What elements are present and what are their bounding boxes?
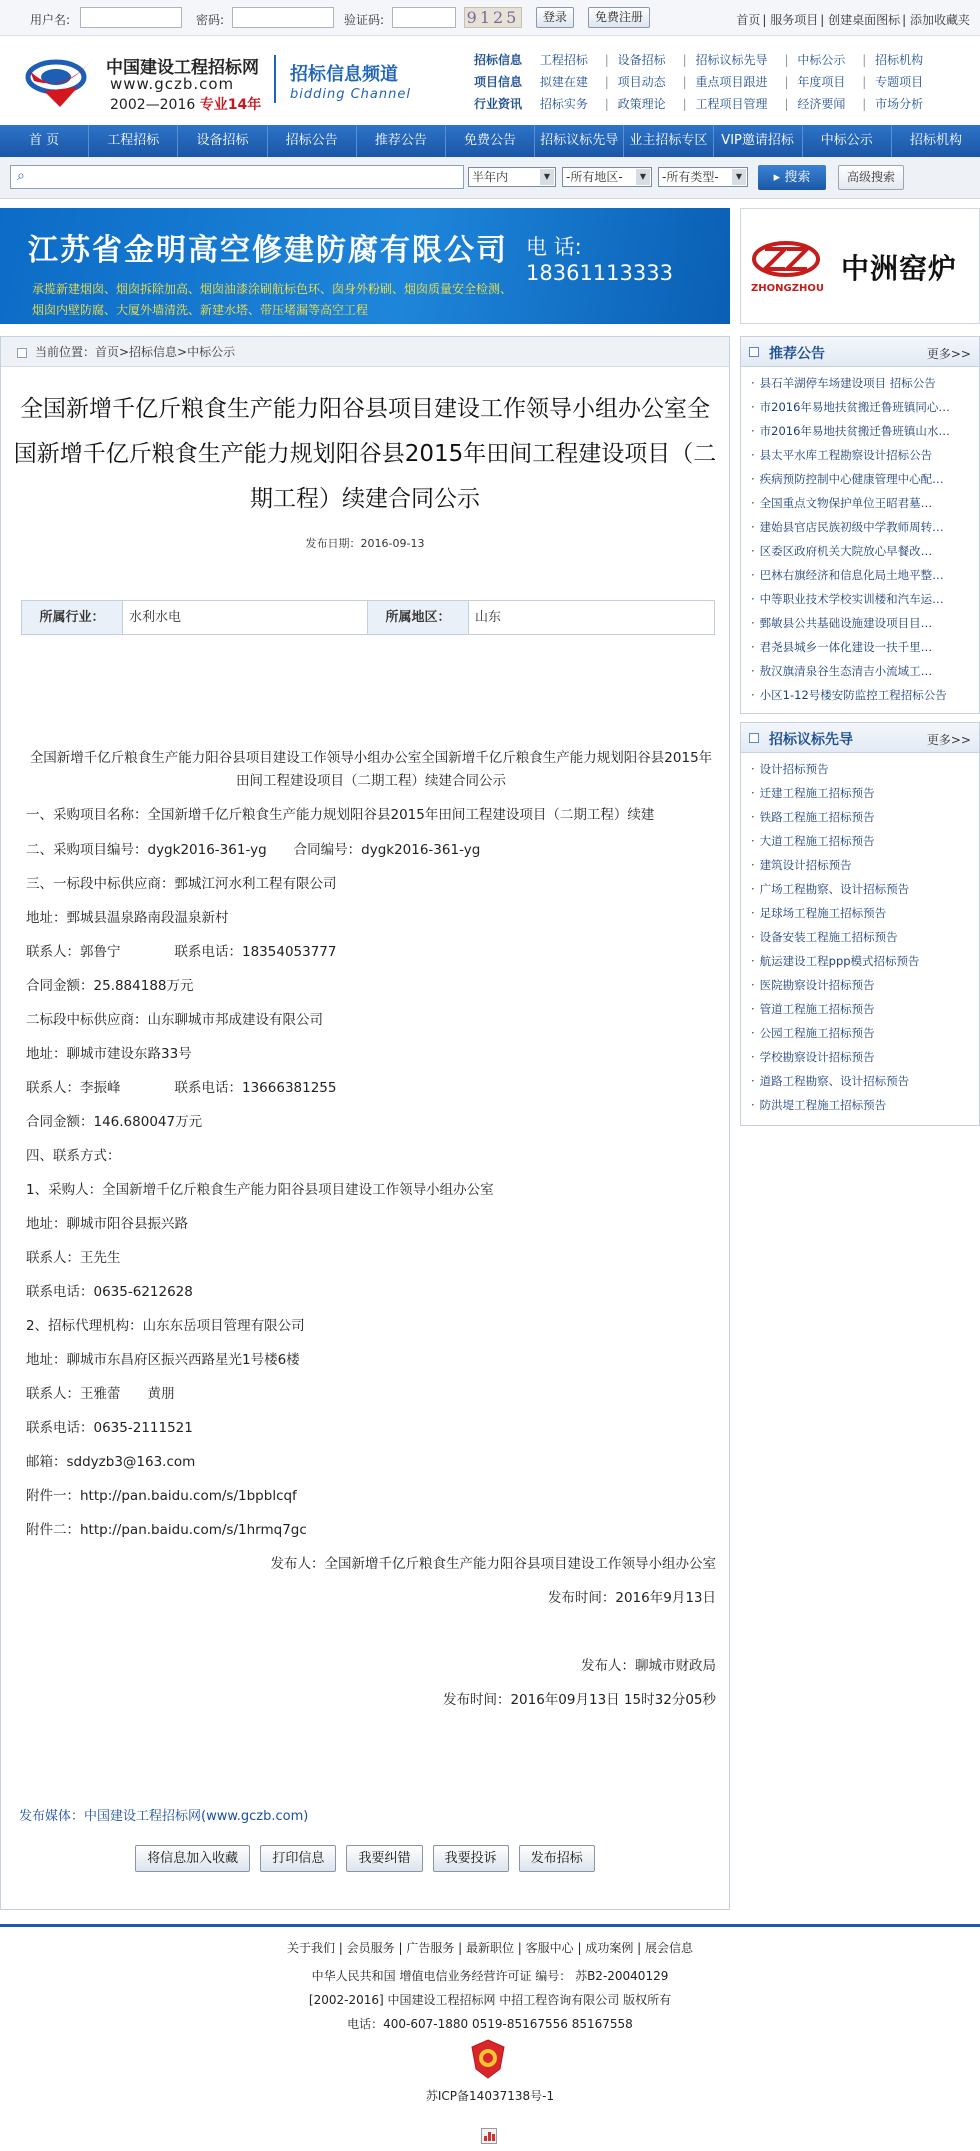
chevron-down-icon: ▼ <box>540 169 554 185</box>
forecast-box <box>740 722 980 1126</box>
more-link[interactable]: 更多>> <box>926 347 971 361</box>
quick-nav-label[interactable]: 行业资讯 <box>474 97 523 111</box>
publish-media-link[interactable]: 发布媒体：中国建设工程招标网(www.gczb.com) <box>19 1809 309 1824</box>
nav-item-free[interactable]: 免费公告 <box>446 125 535 157</box>
list-item[interactable]: · 公园工程施工招标预告 <box>751 1021 979 1045</box>
region-select[interactable] <box>562 167 652 187</box>
list-item[interactable]: · 管道工程施工招标预告 <box>751 997 979 1021</box>
type-select[interactable] <box>658 167 748 187</box>
nav-item-recommended[interactable]: 推荐公告 <box>357 125 446 157</box>
quick-nav-item[interactable]: 拟建在建 <box>539 75 588 89</box>
chevron-down-icon: ▼ <box>732 169 746 185</box>
channel-subtitle: bidding Channel <box>290 87 411 102</box>
recommended-list <box>741 367 979 707</box>
quick-nav-item[interactable]: 招标议标先导 <box>695 53 768 67</box>
list-item[interactable]: · 迁建工程施工招标预告 <box>751 781 979 805</box>
side-ad-brand-en: ZHONGZHOU <box>751 283 824 294</box>
time-range-select[interactable] <box>468 167 556 187</box>
quick-nav-item[interactable]: 工程招标 <box>539 53 588 67</box>
header-divider <box>274 55 276 103</box>
list-item[interactable]: · 医院勘察设计招标预告 <box>751 973 979 997</box>
captcha-label: 验证码: <box>344 13 385 27</box>
print-button[interactable]: 打印信息 <box>260 1845 336 1872</box>
title-line: 国新增千亿斤粮食生产能力规划阳谷县2015年田间工程建设项目（二 <box>13 441 717 467</box>
list-item[interactable]: · 建筑设计招标预告 <box>751 853 979 877</box>
quick-nav-item[interactable]: 工程项目管理 <box>695 97 768 111</box>
logo-url: www.gczb.com <box>110 75 235 93</box>
add-favorite-button[interactable]: 将信息加入收藏 <box>135 1845 250 1872</box>
banner-title: 江苏省金明高空修建防腐有限公司 <box>28 233 508 268</box>
quick-nav-row-projects: 项目信息 拟建在建 | 项目动态 | 重点项目跟进 | 年度项目 | 专题项目 <box>474 75 924 89</box>
list-item[interactable]: · 铁路工程施工招标预告 <box>751 805 979 829</box>
footer-copyright: [2002-2016] 中国建设工程招标网 中招工程咨询有限公司 版权所有 <box>308 1993 672 2007</box>
list-item[interactable]: · 学校勘察设计招标预告 <box>751 1045 979 1069</box>
list-item[interactable]: · 道路工程勘察、设计招标预告 <box>751 1069 979 1093</box>
recommended-header <box>741 337 979 367</box>
top-login-bar <box>0 0 980 36</box>
police-badge-icon[interactable] <box>470 2039 506 2079</box>
advanced-search-button[interactable]: 高级搜索 <box>838 165 904 190</box>
logo-year-range: 2002—2016 <box>110 97 196 113</box>
list-item[interactable]: · 设备安装工程施工招标预告 <box>751 925 979 949</box>
password-input[interactable] <box>232 7 334 28</box>
article-actions <box>1 1845 729 1872</box>
nav-item-engineering[interactable]: 工程招标 <box>89 125 178 157</box>
list-item[interactable]: · 县太平水库工程勘察设计招标公告 <box>751 443 979 467</box>
signature-time: 发布时间：2016年09月13日 15时32分05秒 <box>442 1692 716 1708</box>
top-link-home[interactable]: 首页 <box>736 13 761 27</box>
stats-counter-icon[interactable] <box>481 2128 497 2144</box>
publish-date: 发布日期：2016-09-13 <box>305 537 425 550</box>
breadcrumb-icon <box>17 348 27 358</box>
channel-title: 招标信息频道 <box>290 64 398 85</box>
quick-nav-label[interactable]: 招标信息 <box>474 53 523 67</box>
side-ad-brand-cn: 中洲窑炉 <box>841 252 958 285</box>
signature-time: 发布时间：2016年9月13日 <box>547 1590 716 1606</box>
type-value: -所有类型- <box>662 170 719 184</box>
quick-nav-row-news: 行业资讯 招标实务 | 政策理论 | 工程项目管理 | 经济要闻 | 市场分析 <box>474 97 924 111</box>
list-item[interactable]: · 大道工程施工招标预告 <box>751 829 979 853</box>
title-line: 期工程）续建合同公示 <box>250 486 480 512</box>
article-line: 2、招标代理机构：山东东岳项目管理有限公司 <box>26 1318 305 1334</box>
article-line: 联系人：郭鲁宁 联系电话：18354053777 <box>26 944 337 960</box>
list-item[interactable]: · 县石羊湖停车场建设项目 招标公告 <box>751 371 979 395</box>
forecast-title: 招标议标先导 <box>769 732 853 748</box>
search-bar <box>0 157 980 199</box>
list-item[interactable]: · 疾病预防控制中心健康管理中心配… <box>751 467 979 491</box>
article-line: 联系人：李振峰 联系电话：13666381255 <box>26 1080 337 1096</box>
breadcrumb <box>1 337 729 367</box>
quick-nav-item[interactable]: 政策理论 <box>617 97 666 111</box>
article-line: 一、采购项目名称：全国新增千亿斤粮食生产能力规划阳谷县2015年田间工程建设项目（二期工程）续建 <box>26 807 655 823</box>
recommended-box <box>740 336 980 714</box>
region-value: 山东 <box>468 601 714 634</box>
article-line: 地址：鄄城县温泉路南段温泉新村 <box>26 910 229 926</box>
forecast-list <box>741 753 979 1117</box>
quick-nav-item[interactable]: 设备招标 <box>617 53 666 67</box>
side-ad[interactable] <box>740 208 980 324</box>
footer-links[interactable]: 关于我们 | 会员服务 | 广告服务 | 最新职位 | 客服中心 | 成功案例 | 展会信息 <box>286 1941 694 1955</box>
top-link-services[interactable]: 服务项目 <box>770 13 819 27</box>
list-item[interactable]: · 航运建设工程ppp模式招标预告 <box>751 949 979 973</box>
attachment-link[interactable]: 附件二：http://pan.baidu.com/s/1hrmq7gc <box>26 1522 307 1538</box>
publish-bid-button[interactable]: 发布招标 <box>519 1845 595 1872</box>
list-item[interactable]: · 巴林右旗经济和信息化局土地平整… <box>751 563 979 587</box>
article-line: 合同金额：25.884188万元 <box>26 978 194 994</box>
more-link[interactable]: 更多>> <box>926 733 971 747</box>
logo-pro-years: 专业14年 <box>199 97 262 113</box>
footer-license: 中华人民共和国 增值电信业务经营许可证 编号： 苏B2-20040129 <box>311 1969 669 1983</box>
nav-item-owner-zone[interactable]: 业主招标专区 <box>624 125 713 157</box>
footer-icp[interactable]: 苏ICP备14037138号-1 <box>425 2089 555 2103</box>
article-line: 邮箱：sddyzb3@163.com <box>26 1454 196 1470</box>
top-links: 首页 | 服务项目 | 创建桌面图标 | 添加收藏夹 <box>736 13 970 27</box>
article-panel <box>0 336 730 1910</box>
forecast-header <box>741 723 979 753</box>
article-line: 合同金额：146.680047万元 <box>26 1114 203 1130</box>
top-link-favorite[interactable]: 添加收藏夹 <box>909 13 970 27</box>
chevron-down-icon: ▼ <box>636 169 650 185</box>
username-label: 用户名: <box>30 13 71 27</box>
banner-services-line: 烟囱内壁防腐、大厦外墙清洗、新建水塔、带压堵漏等高空工程 <box>32 303 369 317</box>
search-button[interactable] <box>758 165 826 190</box>
quick-nav-item[interactable]: 重点项目跟进 <box>695 75 768 89</box>
article-line: 地址：聊城市东昌府区振兴西路星光1号楼6楼 <box>26 1352 300 1368</box>
industry-value: 水利水电 <box>122 601 368 634</box>
list-item[interactable]: · 足球场工程施工招标预告 <box>751 901 979 925</box>
password-label: 密码: <box>196 13 225 27</box>
register-button[interactable]: 免费注册 <box>588 7 650 28</box>
quick-nav-item[interactable]: 年度项目 <box>797 75 846 89</box>
nav-item-agencies[interactable]: 招标机构 <box>909 133 962 148</box>
list-item[interactable]: · 小区1-12号楼安防监控工程招标公告 <box>751 683 979 707</box>
footer-phone: 电话：400-607-1880 0519-85167556 85167558 <box>347 2017 633 2031</box>
quick-nav-item[interactable]: 专题项目 <box>875 75 924 89</box>
site-footer <box>0 1924 980 2151</box>
article-body <box>26 747 716 1717</box>
article-line: 联系人：王雅蕾 黄朋 <box>26 1386 175 1402</box>
quick-nav-item[interactable]: 市场分析 <box>875 97 924 111</box>
list-item[interactable]: · 君尧县城乡一体化建设一扶千里… <box>751 635 979 659</box>
banner-services-line: 承揽新建烟囱、烟囱拆除加高、烟囱油漆涂刷航标色环、囱身外粉刷、烟囱质量安全检测、 <box>32 282 513 296</box>
nav-item-award[interactable]: 中标公示 <box>803 125 892 157</box>
article-line: 联系电话：0635-2111521 <box>26 1420 193 1436</box>
list-item[interactable]: · 设计招标预告 <box>751 757 979 781</box>
quick-nav-item[interactable]: 项目动态 <box>617 75 666 89</box>
article-line: 地址：聊城市阳谷县振兴路 <box>26 1216 188 1232</box>
article-line: 联系人：王先生 <box>26 1250 121 1266</box>
nav-item-home[interactable]: 首 页 <box>0 125 89 157</box>
top-link-desktop-icon[interactable]: 创建桌面图标 <box>828 13 901 27</box>
quick-nav-item[interactable]: 经济要闻 <box>797 97 846 111</box>
recommended-title: 推荐公告 <box>769 346 825 362</box>
article-line: 二标段中标供应商：山东聊城市邦成建设有限公司 <box>26 1012 323 1028</box>
article-line: 联系电话：0635-6212628 <box>26 1284 193 1300</box>
article-line: 三、一标段中标供应商：鄄城江河水利工程有限公司 <box>26 876 337 892</box>
article-line: 四、联系方式： <box>26 1148 121 1164</box>
quick-nav-item[interactable]: 中标公示 <box>797 53 846 67</box>
list-item[interactable]: · 区委区政府机关大院放心早餐改… <box>751 539 979 563</box>
list-item[interactable]: · 防洪堤工程施工招标预告 <box>751 1093 979 1117</box>
list-item[interactable]: · 敖汉旗清泉谷生态清吉小流域工… <box>751 659 979 683</box>
zhongzhou-logo-icon <box>751 239 821 279</box>
list-item[interactable]: · 全国重点文物保护单位王昭君墓… <box>751 491 979 515</box>
article-line: 地址：聊城市建设东路33号 <box>26 1046 192 1062</box>
spacer <box>26 1615 716 1649</box>
logo-years <box>110 94 261 114</box>
quick-nav-item[interactable]: 招标机构 <box>875 53 924 67</box>
captcha-image[interactable]: 9125 <box>464 7 522 28</box>
report-error-button[interactable]: 我要纠错 <box>346 1845 422 1872</box>
play-icon: ▸ <box>773 170 785 185</box>
search-icon: ⌕ <box>17 168 25 184</box>
list-item[interactable]: · 中等职业技术学校实训楼和汽车运… <box>751 587 979 611</box>
header-quick-nav <box>474 51 974 117</box>
article-line: 1、采购人：全国新增千亿斤粮食生产能力阳谷县项目建设工作领导小组办公室 <box>26 1182 494 1198</box>
complain-button[interactable]: 我要投诉 <box>433 1845 509 1872</box>
info-table <box>21 600 715 635</box>
quick-nav-label[interactable]: 项目信息 <box>474 75 523 89</box>
captcha-input[interactable] <box>392 7 456 28</box>
time-range-value: 半年内 <box>472 170 509 184</box>
industry-label: 所属行业： <box>22 601 122 634</box>
list-item[interactable]: · 建始县官店民族初级中学教师周转… <box>751 515 979 539</box>
page-title <box>1 387 729 522</box>
logo-title: 中国建设工程招标网 <box>106 58 259 78</box>
login-button[interactable]: 登录 <box>536 7 574 28</box>
box-icon <box>749 347 759 357</box>
signature-publisher: 发布人：全国新增千亿斤粮食生产能力阳谷县项目建设工作领导小组办公室 <box>270 1556 716 1572</box>
search-button-label: 搜索 <box>784 170 811 185</box>
article-line: 二、采购项目编号：dygk2016-361-yg 合同编号：dygk2016-361-yg <box>26 842 481 858</box>
title-line: 全国新增千亿斤粮食生产能力阳谷县项目建设工作领导小组办公室全 <box>20 396 710 422</box>
box-icon <box>749 733 759 743</box>
list-item[interactable]: · 市2016年易地扶贫搬迁鲁班镇同心… <box>751 395 979 419</box>
search-input[interactable] <box>10 165 464 189</box>
breadcrumb-text[interactable]: 当前位置：首页>招标信息>中标公示 <box>35 345 236 359</box>
nav-item-vip[interactable]: VIP邀请招标 <box>714 125 803 157</box>
main-nav <box>0 125 980 157</box>
region-value: -所有地区- <box>566 170 623 184</box>
site-header <box>0 37 980 125</box>
banner-phone: 电 话: 18361113333 <box>526 235 673 285</box>
nav-item-bid-notices[interactable]: 招标公告 <box>268 125 357 157</box>
region-label: 所属地区： <box>368 601 468 634</box>
site-logo-icon[interactable] <box>24 51 98 109</box>
nav-item-equipment[interactable]: 设备招标 <box>178 125 267 157</box>
quick-nav-item[interactable]: 招标实务 <box>539 97 588 111</box>
list-item[interactable]: · 鄄敏县公共基础设施建设项目目… <box>751 611 979 635</box>
username-input[interactable] <box>80 7 182 28</box>
signature-publisher: 发布人：聊城市财政局 <box>581 1658 716 1674</box>
attachment-link[interactable]: 附件一：http://pan.baidu.com/s/1bpblcqf <box>26 1488 297 1504</box>
banner-ad[interactable] <box>0 208 730 324</box>
nav-item-forecast[interactable]: 招标议标先导 <box>535 125 624 157</box>
list-item[interactable]: · 市2016年易地扶贫搬迁鲁班镇山水… <box>751 419 979 443</box>
list-item[interactable]: · 广场工程勘察、设计招标预告 <box>751 877 979 901</box>
quick-nav-row-bidding: 招标信息 工程招标 | 设备招标 | 招标议标先导 | 中标公示 | 招标机构 <box>474 53 924 67</box>
article-intro: 全国新增千亿斤粮食生产能力阳谷县项目建设工作领导小组办公室全国新增千亿斤粮食生产能力规划阳谷县2015年田间工程建设项目（二期工程）续建合同公示 <box>29 750 713 789</box>
